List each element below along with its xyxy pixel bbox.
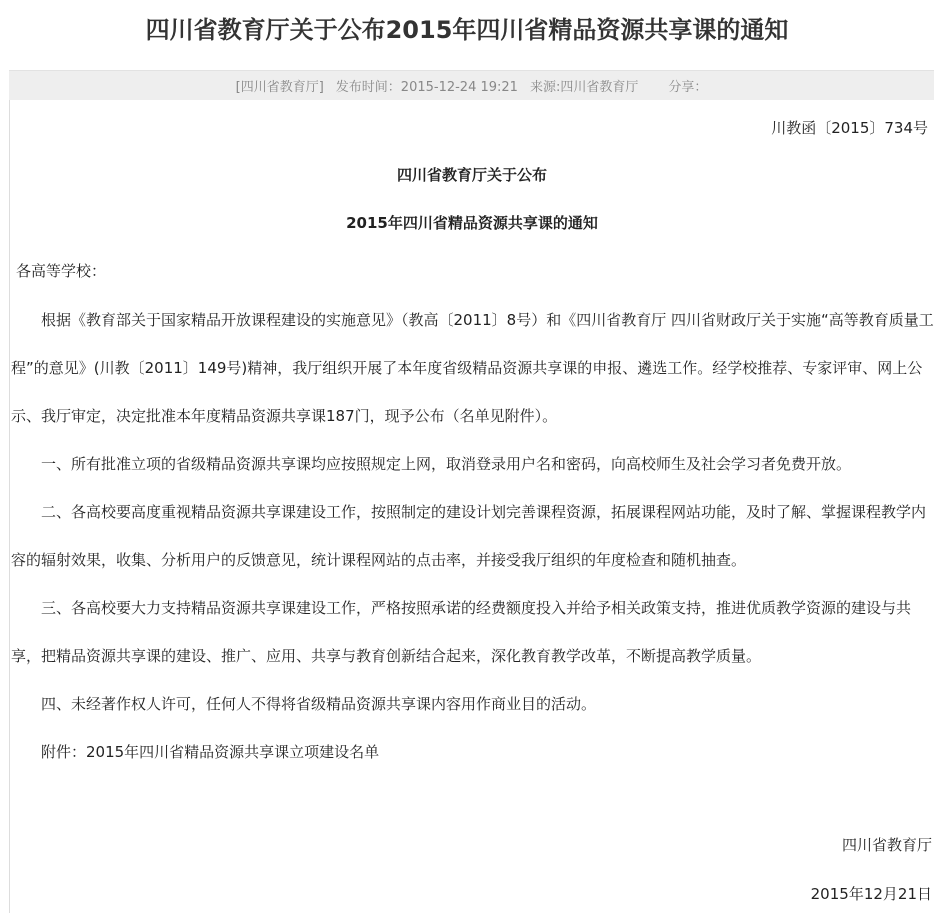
paragraph-item-3: 三、各高校要大力支持精品资源共享课建设工作，严格按照承诺的经费额度投入并给予相关政策支持，推进优质教学资源的建设与共享，把精品资源共享课的建设、推广、应用、共享与教育创新结合起来，深化教育教学改革，不断提高教学质量。 (11, 599, 912, 665)
paragraph-intro: 根据《教育部关于国家精品开放课程建设的实施意见》（教高〔2011〕8号）和《四川省教育厅 四川省财政厅关于实施“高等教育质量工程”的意见》(川教〔2011〕149号)精神，我厅组织开展了本年度省级精品资源共享课的申报、遴选工作。经学校推荐、专家评审、网上公示、我厅审定，决定批准本年度精品资源共享课187门，现予公布（名单见附件）。 (11, 311, 934, 425)
body-text (10, 296, 934, 776)
source-label: 来源:四川省教育厅 (529, 80, 639, 95)
share-label[interactable]: 分享： (668, 80, 708, 95)
article-meta-bar (9, 70, 934, 100)
paragraph-item-2: 二、各高校要高度重视精品资源共享课建设工作，按照制定的建设计划完善课程资源，拓展课程网站功能，及时了解、掌握课程教学内容的辐射效果，收集、分析用户的反馈意见，统计课程网站的点击率，并接受我厅组织的年度检查和随机抽查。 (11, 503, 927, 569)
attachment-line[interactable]: 附件：2015年四川省精品资源共享课立项建设名单 (41, 743, 380, 761)
salutation: 各高等学校： (16, 262, 107, 280)
signature: 四川省教育厅 (841, 836, 932, 854)
document-number: 川教函〔2015〕734号 (771, 119, 928, 137)
document-heading-line2: 2015年四川省精品资源共享课的通知 (346, 214, 598, 232)
paragraph-item-4: 四、未经著作权人许可，任何人不得将省级精品资源共享课内容用作商业目的活动。 (41, 695, 597, 713)
document-date: 2015年12月21日 (810, 885, 932, 903)
article-body (9, 100, 934, 913)
source-tag: [四川省教育厅] (235, 80, 324, 95)
paragraph-item-1: 一、所有批准立项的省级精品资源共享课均应按照规定上网，取消登录用户名和密码，向高校师生及社会学习者免费开放。 (41, 455, 852, 473)
page-title: 四川省教育厅关于公布2015年四川省精品资源共享课的通知 (145, 16, 789, 44)
publish-time: 发布时间：2015-12-24 19:21 (335, 80, 518, 95)
document-heading-line1: 四川省教育厅关于公布 (396, 166, 547, 184)
